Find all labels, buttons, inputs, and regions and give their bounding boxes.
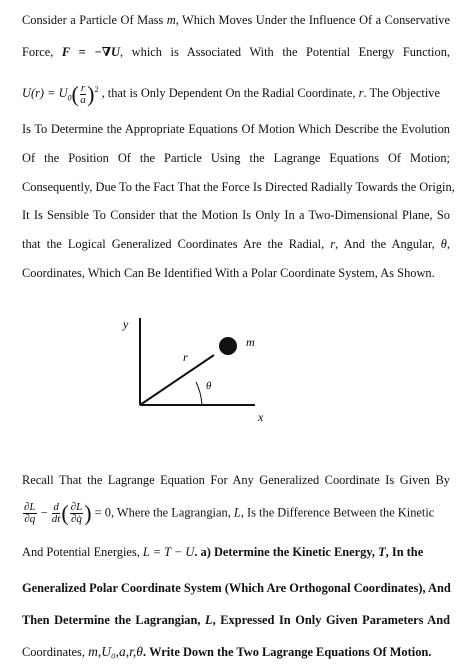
x-axis-label: x: [258, 410, 264, 424]
text: Coordinates,: [22, 645, 85, 659]
text: Force,: [22, 45, 54, 59]
text-bold: Generalized Polar Coordinate System (Which Are Orthogonal Coordinates), And: [22, 581, 451, 595]
text: , Which Moves Under the Influence Of a Conservative: [175, 13, 450, 27]
text-line-11: [22, 502, 450, 530]
text-line-15: [22, 644, 450, 660]
math-force-eq: F = −∇U: [61, 45, 120, 59]
radius-label: r: [183, 350, 188, 364]
math-fraction: $\frac{r}{a}$: [80, 81, 86, 106]
text-bold: . a) Determine the Kinetic Energy,: [194, 545, 375, 559]
text: ,: [446, 237, 450, 251]
text: Coordinates, Which Can Be Identified With a Polar Coordinate System, As Shown.: [22, 266, 435, 280]
text: , Is the Difference Between the Kinetic: [240, 505, 435, 520]
text: , Where the Lagrangian,: [110, 505, 231, 520]
text-line-13: [22, 580, 450, 596]
text: It Is Sensible To Consider that the Motion Is Only In a Two-Dimensional Plane, So: [22, 208, 450, 222]
math-variables: m,U₀,a,r,θ: [88, 644, 143, 659]
math-lagrange-equation: $\frac{\partial L}{\partial q}$ − $\frac{d}{dt}$ ( $\frac{\partial L}{\partial q̇}$ ) = 0: [24, 500, 111, 526]
text: . The Objective: [363, 86, 440, 101]
math-subscript: 0: [67, 93, 72, 103]
mass-label: m: [246, 335, 255, 349]
text: Recall That the Lagrange Equation For Any Generalized Coordinate Is Given By: [22, 473, 450, 487]
text: Consequently, Due To the Fact That the Force Is Directed Radially Towards the Origin,: [22, 180, 455, 194]
text-bold: , In the: [385, 545, 424, 559]
text-line-3: $U(r) = U_0$( $\frac{r}{a}$ )$^2$ , that is Only Dependent On the Radial Coordinate, r. The Objective: [22, 81, 440, 107]
y-axis-label: y: [123, 317, 129, 331]
math-m: m: [166, 13, 176, 27]
math-r: r: [358, 86, 364, 101]
text: And Potential Energies,: [22, 545, 140, 559]
theta-arc: [196, 382, 202, 405]
math-exponent: 2: [94, 85, 99, 94]
math-T: T: [378, 545, 386, 559]
math-L: L: [205, 613, 213, 627]
particle-mass: [219, 337, 237, 355]
text-bold: . Write Down the Two Lagrange Equations Of Motion.: [142, 645, 432, 659]
math-theta: θ: [440, 237, 447, 251]
text: Of the Position Of the Particle Using the Lagrange Equations Of Motion;: [22, 151, 450, 165]
text: , which is Associated With the Potential Energy Function,: [119, 45, 450, 59]
text: , that is Only Dependent On the Radial Coordinate,: [101, 86, 356, 101]
math-L: L: [233, 505, 241, 520]
text-line-14: [22, 612, 450, 628]
text: , And the Angular,: [335, 237, 435, 251]
math-r: r: [330, 237, 336, 251]
text-line-10: [22, 472, 450, 488]
radius-line: [140, 355, 214, 405]
math-potential-lhs: U(r) = U: [22, 86, 68, 101]
text-bold: , Expressed In Only Given Parameters And: [212, 613, 450, 627]
text: Consider a Particle Of Mass: [22, 13, 164, 27]
theta-label: θ: [206, 380, 212, 392]
math-lagrangian-eq: L = T − U: [142, 545, 195, 559]
text-bold: Then Determine the Lagrangian,: [22, 613, 201, 627]
text: Is To Determine the Appropriate Equations Of Motion Which Describe the Evolution: [22, 122, 450, 136]
text: that the Logical Generalized Coordinates Are the Radial,: [22, 237, 325, 251]
text-line-12: [22, 544, 450, 560]
